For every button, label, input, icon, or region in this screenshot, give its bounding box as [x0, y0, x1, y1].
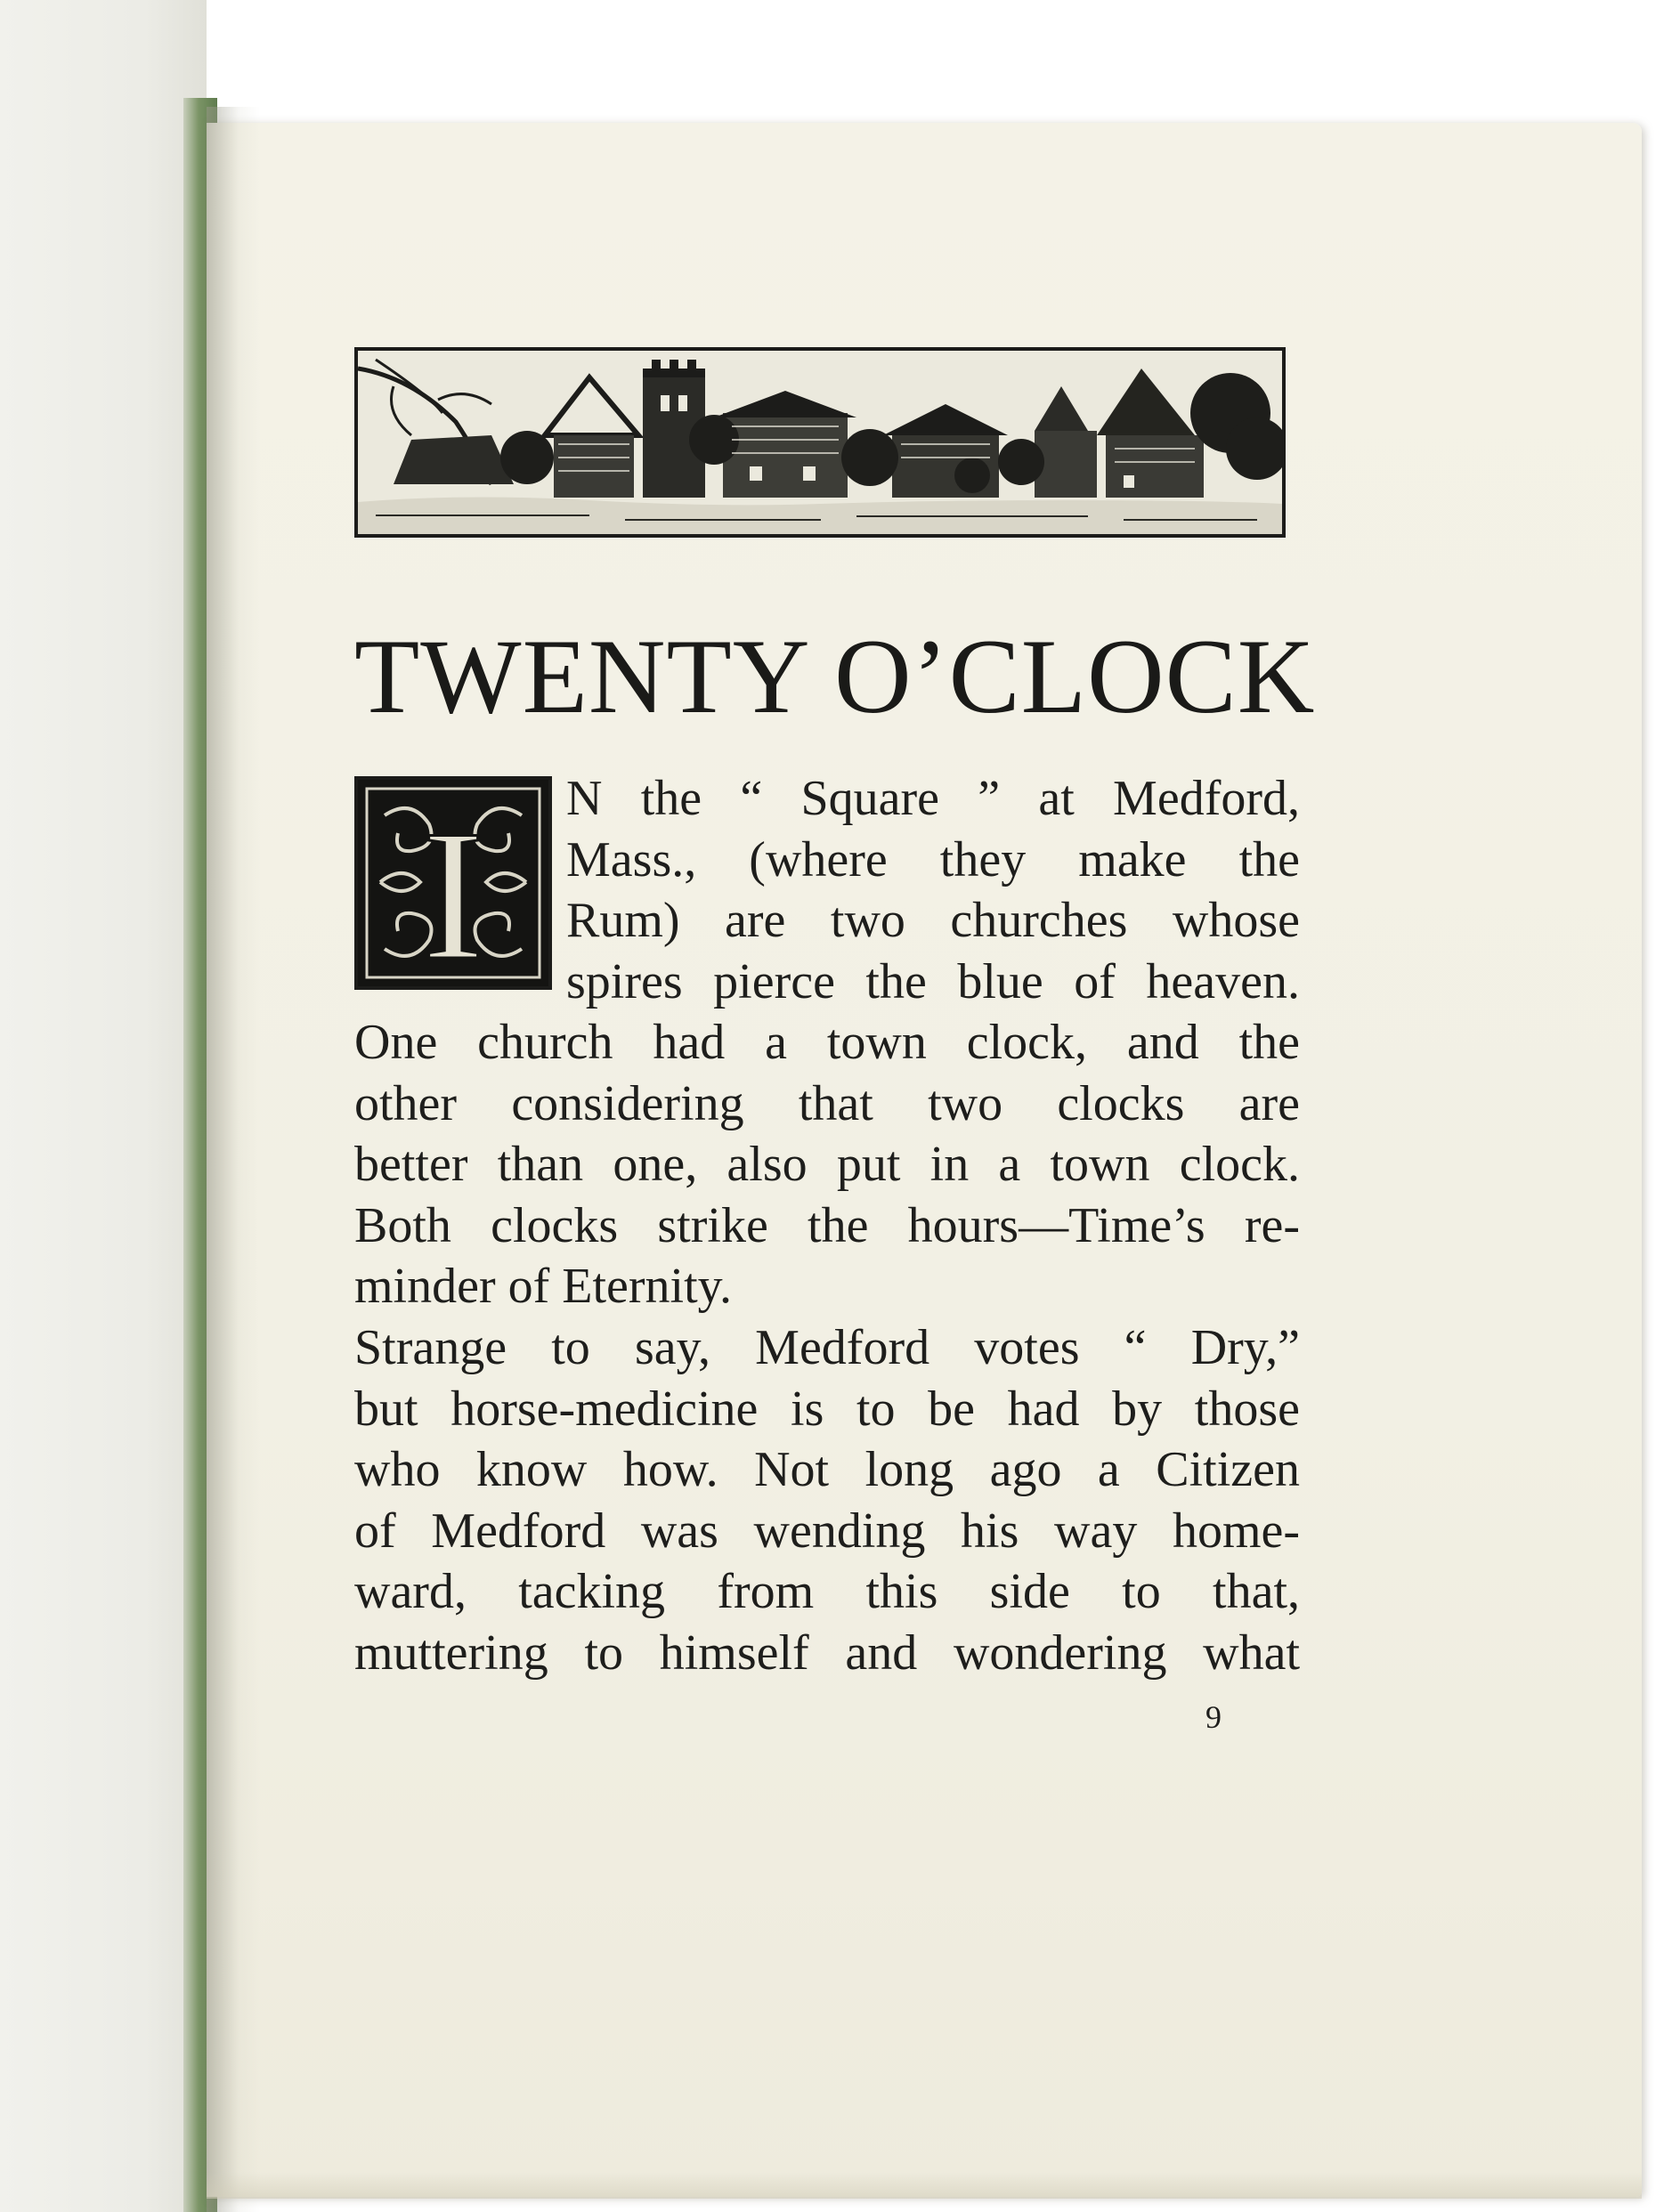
village-landscape-icon	[358, 351, 1282, 534]
text-line: Rum) are two churches whose	[566, 893, 1300, 948]
gutter-shadow	[207, 107, 260, 2212]
text-line: spires pierce the blue of heaven.	[566, 953, 1300, 1009]
text-line: who know how. Not long ago a Citizen	[354, 1442, 1300, 1497]
facing-page	[0, 0, 207, 2212]
village-landscape-illustration	[354, 347, 1286, 538]
text-line: other considering that two clocks are	[354, 1075, 1300, 1131]
text-line: muttering to himself and wondering what	[354, 1625, 1300, 1681]
text-line: minder of Eternity.	[354, 1259, 733, 1314]
ornamental-initial-icon	[358, 780, 548, 986]
text-line: ward, tacking from this side to that,	[354, 1564, 1300, 1619]
text-line: Strange to say, Medford votes “ Dry,”	[354, 1320, 1300, 1375]
text-line: but horse-medicine is to be had by those	[354, 1381, 1300, 1437]
chapter-title: TWENTY O’CLOCK	[354, 617, 1316, 735]
drop-cap-letter: I	[422, 792, 484, 986]
intro-text	[566, 768, 1300, 1012]
text-line: of Medford was wending his way home-	[354, 1503, 1300, 1559]
text-line: Mass., (where they make the	[566, 831, 1300, 887]
page-number: 9	[1205, 1699, 1222, 1735]
text-line: One church had a town clock, and the	[354, 1015, 1300, 1070]
text-line: N the “ Square ” at Medford,	[566, 771, 1300, 826]
drop-cap-initial	[354, 776, 552, 990]
text-line: better than one, also put in a town clock.	[354, 1137, 1300, 1192]
paragraph-one	[354, 1012, 1300, 1317]
text-line: Both clocks strike the hours—Time’s re-	[354, 1197, 1300, 1253]
page-edge	[207, 2172, 1642, 2199]
paragraph-two	[354, 1317, 1300, 1683]
